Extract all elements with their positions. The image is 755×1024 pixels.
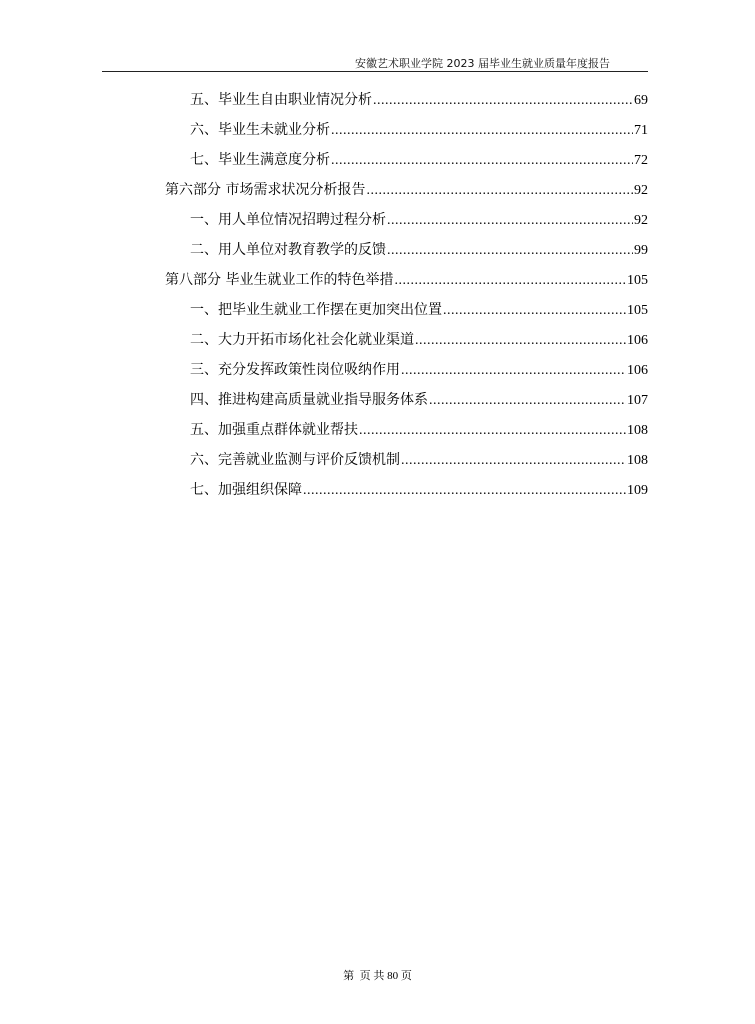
toc-entry-page: 109: [627, 483, 648, 498]
toc-dot-leader: [443, 299, 626, 323]
toc-dot-leader: [303, 479, 626, 503]
toc-entry-title: 第六部分 市场需求状况分析报告: [165, 182, 366, 198]
toc-entry-page: 92: [634, 213, 648, 228]
toc-entry-number: 二、: [190, 242, 218, 258]
toc-entry-title: 用人单位情况招聘过程分析: [218, 212, 386, 228]
toc-entry-page: 72: [634, 153, 648, 168]
toc-dot-leader: [331, 119, 633, 143]
toc-dot-leader: [429, 389, 626, 413]
toc-entry-page: 108: [627, 453, 648, 468]
toc-entry-page: 99: [634, 243, 648, 258]
toc-entry[interactable]: [190, 388, 648, 412]
toc-entry-page: 105: [627, 303, 648, 318]
toc-dot-leader: [415, 329, 626, 353]
toc-entry[interactable]: [190, 148, 648, 172]
toc-section-entry[interactable]: [165, 178, 648, 202]
toc-entry-title: 推进构建高质量就业指导服务体系: [218, 392, 428, 408]
toc-entry[interactable]: [190, 478, 648, 502]
toc-entry-number: 四、: [190, 392, 218, 408]
toc-section-entry[interactable]: [165, 268, 648, 292]
toc-dot-leader: [373, 89, 633, 113]
toc-entry-title: 大力开拓市场化社会化就业渠道: [218, 332, 414, 348]
toc-entry-number: 七、: [190, 152, 218, 168]
toc-entry-page: 105: [627, 273, 648, 288]
toc-dot-leader: [387, 209, 633, 233]
toc-entry-number: 二、: [190, 332, 218, 348]
toc-entry-page: 106: [627, 333, 648, 348]
header-divider: [102, 71, 648, 72]
toc-entry-title: 充分发挥政策性岗位吸纳作用: [218, 362, 400, 378]
toc-entry[interactable]: [190, 238, 648, 262]
toc-entry-title: 毕业生未就业分析: [218, 122, 330, 138]
toc-entry-number: 六、: [190, 452, 218, 468]
toc-entry[interactable]: [190, 418, 648, 442]
page-number-text: 第 页 共 80 页: [343, 970, 412, 982]
toc-entry[interactable]: [190, 118, 648, 142]
toc-dot-leader: [366, 179, 633, 203]
running-header-title: 安徽艺术职业学院 2023 届毕业生就业质量年度报告: [355, 57, 610, 70]
toc-dot-leader: [331, 149, 633, 173]
toc-entry[interactable]: [190, 448, 648, 472]
toc-entry-title: 毕业生满意度分析: [218, 152, 330, 168]
toc-entry-title: 完善就业监测与评价反馈机制: [218, 452, 400, 468]
toc-dot-leader: [401, 359, 626, 383]
toc-entry-page: 108: [627, 423, 648, 438]
toc-entry-page: 107: [627, 393, 648, 408]
toc-dot-leader: [387, 239, 633, 263]
toc-entry-number: 三、: [190, 362, 218, 378]
toc-entry[interactable]: [190, 328, 648, 352]
toc-entry-page: 69: [634, 93, 648, 108]
toc-entry-page: 71: [634, 123, 648, 138]
toc-entry-number: 五、: [190, 92, 218, 108]
toc-dot-leader: [394, 269, 626, 293]
page-footer: [0, 967, 755, 983]
toc-entry-title: 加强重点群体就业帮扶: [218, 422, 358, 438]
toc-entry[interactable]: [190, 298, 648, 322]
toc-entry-title: 用人单位对教育教学的反馈: [218, 242, 386, 258]
toc-entry-page: 106: [627, 363, 648, 378]
toc-entry-title: 第八部分 毕业生就业工作的特色举措: [165, 272, 394, 288]
toc-entry-title: 加强组织保障: [218, 482, 302, 498]
toc-entry-number: 五、: [190, 422, 218, 438]
toc-entry[interactable]: [190, 88, 648, 112]
toc-dot-leader: [359, 419, 626, 443]
toc-entry-number: 七、: [190, 482, 218, 498]
toc-entry-title: 把毕业生就业工作摆在更加突出位置: [218, 302, 442, 318]
toc-entry[interactable]: [190, 358, 648, 382]
toc-entry-number: 一、: [190, 302, 218, 318]
toc-dot-leader: [401, 449, 626, 473]
toc-entry[interactable]: [190, 208, 648, 232]
toc-entry-number: 六、: [190, 122, 218, 138]
toc-entry-page: 92: [634, 183, 648, 198]
toc-entry-title: 毕业生自由职业情况分析: [218, 92, 372, 108]
toc-entry-number: 一、: [190, 212, 218, 228]
